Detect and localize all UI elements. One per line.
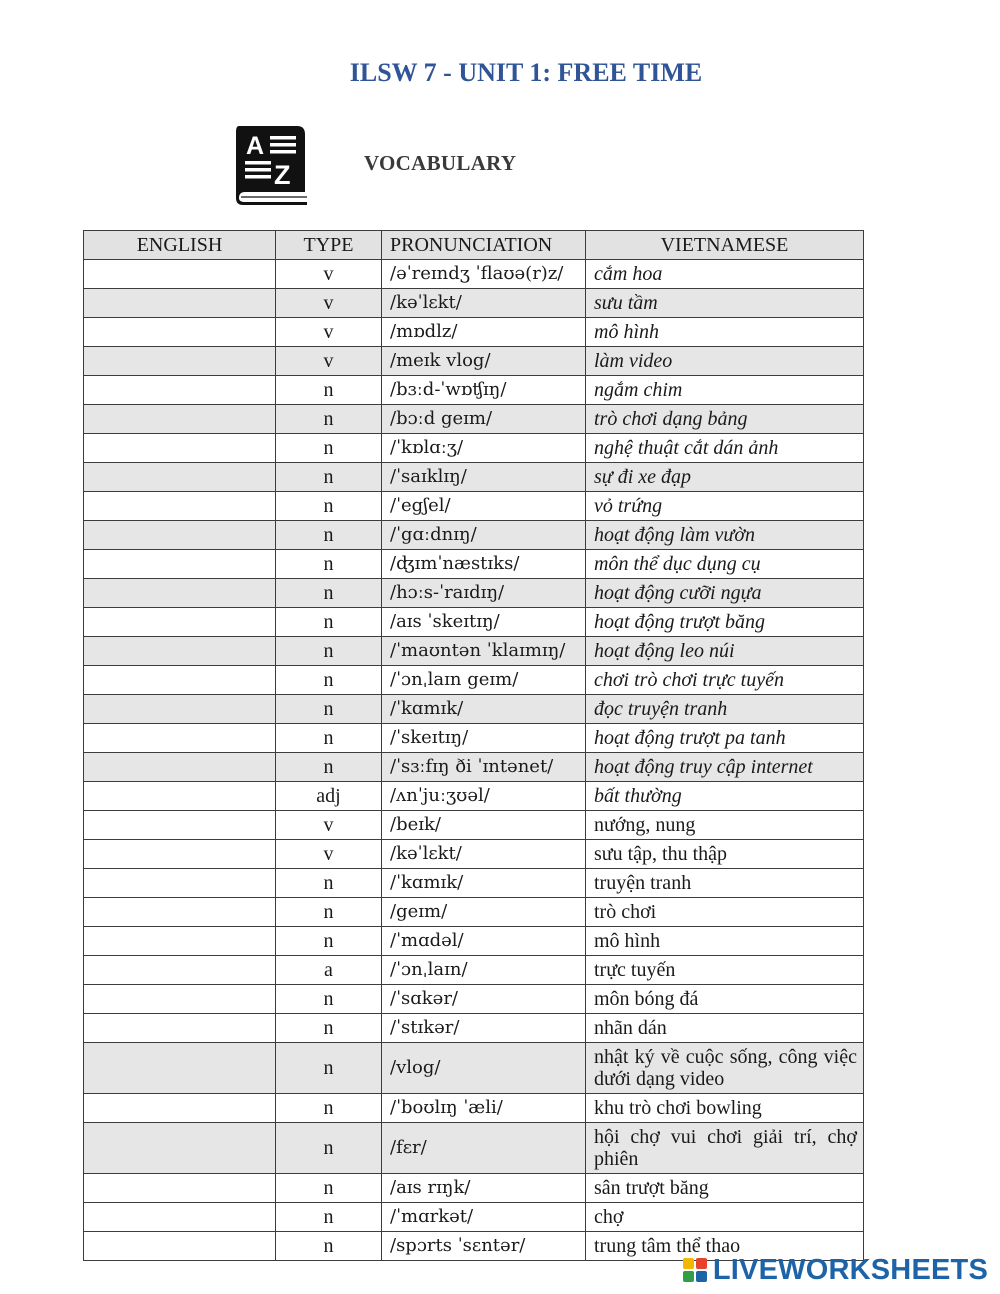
type-cell: n bbox=[276, 869, 382, 898]
english-answer-input[interactable] bbox=[84, 347, 275, 375]
vietnamese-cell: hoạt động leo núi bbox=[586, 637, 864, 666]
vietnamese-cell: mô hình bbox=[586, 927, 864, 956]
type-cell: n bbox=[276, 492, 382, 521]
english-answer-input[interactable] bbox=[84, 376, 275, 404]
vietnamese-cell: hoạt động trượt băng bbox=[586, 608, 864, 637]
pronunciation-cell: /aɪs rɪŋk/ bbox=[382, 1174, 586, 1203]
table-row bbox=[84, 1094, 864, 1123]
english-answer-cell[interactable] bbox=[84, 695, 276, 724]
english-answer-cell[interactable] bbox=[84, 956, 276, 985]
type-cell: n bbox=[276, 666, 382, 695]
type-cell: n bbox=[276, 724, 382, 753]
pronunciation-cell: /fɛr/ bbox=[382, 1123, 586, 1174]
english-answer-input[interactable] bbox=[84, 521, 275, 549]
english-answer-input[interactable] bbox=[84, 1094, 275, 1122]
vocabulary-body bbox=[84, 260, 864, 1261]
type-cell: a bbox=[276, 956, 382, 985]
english-answer-input[interactable] bbox=[84, 405, 275, 433]
english-answer-input[interactable] bbox=[84, 956, 275, 984]
vietnamese-cell: nhật ký về cuộc sống, công việc dưới dạng video bbox=[586, 1043, 864, 1094]
english-answer-cell[interactable] bbox=[84, 1014, 276, 1043]
table-row bbox=[84, 782, 864, 811]
table-row bbox=[84, 985, 864, 1014]
english-answer-cell[interactable] bbox=[84, 753, 276, 782]
vietnamese-cell: làm video bbox=[586, 347, 864, 376]
english-answer-input[interactable] bbox=[84, 927, 275, 955]
english-answer-cell[interactable] bbox=[84, 492, 276, 521]
table-row bbox=[84, 492, 864, 521]
english-answer-input[interactable] bbox=[84, 724, 275, 752]
table-row bbox=[84, 1174, 864, 1203]
english-answer-cell[interactable] bbox=[84, 927, 276, 956]
vietnamese-cell: mô hình bbox=[586, 318, 864, 347]
vietnamese-cell: nướng, nung bbox=[586, 811, 864, 840]
english-answer-input[interactable] bbox=[84, 695, 275, 723]
table-row bbox=[84, 434, 864, 463]
header-pronunciation: PRONUNCIATION bbox=[382, 231, 586, 260]
english-answer-cell[interactable] bbox=[84, 985, 276, 1014]
english-answer-cell[interactable] bbox=[84, 347, 276, 376]
pronunciation-cell: /ˈboʊlɪŋ ˈæli/ bbox=[382, 1094, 586, 1123]
pronunciation-cell: /ˈegʃel/ bbox=[382, 492, 586, 521]
english-answer-input[interactable] bbox=[84, 260, 275, 288]
english-answer-cell[interactable] bbox=[84, 521, 276, 550]
table-row bbox=[84, 608, 864, 637]
type-cell: n bbox=[276, 405, 382, 434]
english-answer-cell[interactable] bbox=[84, 724, 276, 753]
table-row bbox=[84, 724, 864, 753]
english-answer-cell[interactable] bbox=[84, 608, 276, 637]
table-row bbox=[84, 695, 864, 724]
pronunciation-cell: /kəˈlɛkt/ bbox=[382, 840, 586, 869]
english-answer-cell[interactable] bbox=[84, 434, 276, 463]
english-answer-input[interactable] bbox=[84, 985, 275, 1013]
english-answer-cell[interactable] bbox=[84, 666, 276, 695]
pronunciation-cell: /ˈɔnˌlaɪn geɪm/ bbox=[382, 666, 586, 695]
vietnamese-cell: bất thường bbox=[586, 782, 864, 811]
type-cell: v bbox=[276, 840, 382, 869]
vietnamese-cell: cắm hoa bbox=[586, 260, 864, 289]
table-row bbox=[84, 869, 864, 898]
pronunciation-cell: /ˈkɒlɑːʒ/ bbox=[382, 434, 586, 463]
english-answer-input[interactable] bbox=[84, 289, 275, 317]
english-answer-cell[interactable] bbox=[84, 1094, 276, 1123]
vietnamese-cell: sưu tầm bbox=[586, 289, 864, 318]
english-answer-cell[interactable] bbox=[84, 840, 276, 869]
pronunciation-cell: /meɪk vlog/ bbox=[382, 347, 586, 376]
type-cell: n bbox=[276, 1232, 382, 1261]
pronunciation-cell: /ˈgɑːdnɪŋ/ bbox=[382, 521, 586, 550]
type-cell: v bbox=[276, 811, 382, 840]
vietnamese-cell: chợ bbox=[586, 1203, 864, 1232]
book-letter-a: A bbox=[246, 132, 265, 160]
type-cell: n bbox=[276, 463, 382, 492]
vietnamese-cell: nhãn dán bbox=[586, 1014, 864, 1043]
english-answer-cell[interactable] bbox=[84, 1043, 276, 1094]
english-answer-input[interactable] bbox=[84, 1203, 275, 1231]
table-row bbox=[84, 840, 864, 869]
table-row bbox=[84, 1203, 864, 1232]
english-answer-input[interactable] bbox=[84, 463, 275, 491]
english-answer-cell[interactable] bbox=[84, 1123, 276, 1174]
english-answer-cell[interactable] bbox=[84, 869, 276, 898]
type-cell: n bbox=[276, 1123, 382, 1174]
english-answer-cell[interactable] bbox=[84, 289, 276, 318]
vietnamese-cell: trò chơi bbox=[586, 898, 864, 927]
pronunciation-cell: /ˈɔnˌlaɪn/ bbox=[382, 956, 586, 985]
pronunciation-cell: /ˈstɪkər/ bbox=[382, 1014, 586, 1043]
type-cell: n bbox=[276, 376, 382, 405]
english-answer-input[interactable] bbox=[84, 492, 275, 520]
vietnamese-cell: hoạt động làm vườn bbox=[586, 521, 864, 550]
english-answer-cell[interactable] bbox=[84, 1232, 276, 1261]
type-cell: n bbox=[276, 1094, 382, 1123]
english-answer-cell[interactable] bbox=[84, 376, 276, 405]
table-row bbox=[84, 1014, 864, 1043]
table-row bbox=[84, 318, 864, 347]
type-cell: n bbox=[276, 550, 382, 579]
table-row bbox=[84, 376, 864, 405]
english-answer-input[interactable] bbox=[84, 1123, 275, 1173]
vietnamese-cell: sân trượt băng bbox=[586, 1174, 864, 1203]
vietnamese-cell: ngắm chim bbox=[586, 376, 864, 405]
english-answer-cell[interactable] bbox=[84, 405, 276, 434]
type-cell: adj bbox=[276, 782, 382, 811]
pronunciation-cell: /mɒdlz/ bbox=[382, 318, 586, 347]
vietnamese-cell: sưu tập, thu thập bbox=[586, 840, 864, 869]
type-cell: n bbox=[276, 521, 382, 550]
vocabulary-heading: VOCABULARY bbox=[364, 151, 517, 175]
type-cell: n bbox=[276, 898, 382, 927]
vietnamese-cell: trò chơi dạng bảng bbox=[586, 405, 864, 434]
english-answer-input[interactable] bbox=[84, 608, 275, 636]
english-answer-input[interactable] bbox=[84, 318, 275, 346]
english-answer-input[interactable] bbox=[84, 869, 275, 897]
english-answer-input[interactable] bbox=[84, 434, 275, 462]
english-answer-input[interactable] bbox=[84, 1174, 275, 1202]
liveworksheets-logo-icon bbox=[683, 1258, 707, 1282]
english-answer-input[interactable] bbox=[84, 1232, 275, 1260]
table-row bbox=[84, 463, 864, 492]
page-title: ILSW 7 - UNIT 1: FREE TIME bbox=[349, 58, 703, 87]
type-cell: n bbox=[276, 1043, 382, 1094]
type-cell: n bbox=[276, 434, 382, 463]
pronunciation-cell: /beɪk/ bbox=[382, 811, 586, 840]
type-cell: n bbox=[276, 608, 382, 637]
type-cell: n bbox=[276, 1174, 382, 1203]
pronunciation-cell: /bɜːd-ˈwɒʧɪŋ/ bbox=[382, 376, 586, 405]
table-row bbox=[84, 666, 864, 695]
table-row bbox=[84, 579, 864, 608]
english-answer-cell[interactable] bbox=[84, 550, 276, 579]
table-row bbox=[84, 1123, 864, 1174]
english-answer-cell[interactable] bbox=[84, 1203, 276, 1232]
english-answer-cell[interactable] bbox=[84, 1174, 276, 1203]
english-answer-input[interactable] bbox=[84, 550, 275, 578]
vietnamese-cell: hoạt động truy cập internet bbox=[586, 753, 864, 782]
header-english: ENGLISH bbox=[84, 231, 276, 260]
english-answer-input[interactable] bbox=[84, 579, 275, 607]
table-row bbox=[84, 811, 864, 840]
pronunciation-cell: /ʤɪmˈnæstɪks/ bbox=[382, 550, 586, 579]
type-cell: n bbox=[276, 695, 382, 724]
english-answer-input[interactable] bbox=[84, 666, 275, 694]
pronunciation-cell: /bɔːd geɪm/ bbox=[382, 405, 586, 434]
vietnamese-cell: vỏ trứng bbox=[586, 492, 864, 521]
header-row bbox=[84, 231, 864, 260]
vietnamese-cell: môn bóng đá bbox=[586, 985, 864, 1014]
pronunciation-cell: /əˈreɪndʒ ˈflaʊə(r)z/ bbox=[382, 260, 586, 289]
type-cell: n bbox=[276, 637, 382, 666]
table-row bbox=[84, 753, 864, 782]
pronunciation-cell: /ˈmɑrkət/ bbox=[382, 1203, 586, 1232]
english-answer-cell[interactable] bbox=[84, 898, 276, 927]
english-answer-cell[interactable] bbox=[84, 463, 276, 492]
pronunciation-cell: /geɪm/ bbox=[382, 898, 586, 927]
pronunciation-cell: /ˈsaɪklɪŋ/ bbox=[382, 463, 586, 492]
english-answer-input[interactable] bbox=[84, 1043, 275, 1093]
pronunciation-cell: /ˈsɑkər/ bbox=[382, 985, 586, 1014]
pronunciation-cell: /spɔrts ˈsɛntər/ bbox=[382, 1232, 586, 1261]
vietnamese-cell: sự đi xe đạp bbox=[586, 463, 864, 492]
pronunciation-cell: /aɪs ˈskeɪtɪŋ/ bbox=[382, 608, 586, 637]
pronunciation-cell: /ˈkɑmɪk/ bbox=[382, 695, 586, 724]
table-row bbox=[84, 1043, 864, 1094]
a-to-z-book-icon bbox=[233, 122, 311, 206]
english-answer-input[interactable] bbox=[84, 811, 275, 839]
type-cell: v bbox=[276, 318, 382, 347]
english-answer-input[interactable] bbox=[84, 637, 275, 665]
table-row bbox=[84, 956, 864, 985]
table-row bbox=[84, 927, 864, 956]
vocabulary-table bbox=[83, 230, 864, 1261]
type-cell: v bbox=[276, 347, 382, 376]
english-answer-input[interactable] bbox=[84, 840, 275, 868]
vietnamese-cell: trung tâm thể thao bbox=[586, 1232, 864, 1261]
english-answer-cell[interactable] bbox=[84, 782, 276, 811]
table-row bbox=[84, 550, 864, 579]
pronunciation-cell: /hɔːs-ˈraɪdɪŋ/ bbox=[382, 579, 586, 608]
vietnamese-cell: hoạt động cưỡi ngựa bbox=[586, 579, 864, 608]
type-cell: n bbox=[276, 927, 382, 956]
pronunciation-cell: /ˈskeɪtɪŋ/ bbox=[382, 724, 586, 753]
vietnamese-cell: hội chợ vui chơi giải trí, chợ phiên bbox=[586, 1123, 864, 1174]
english-answer-input[interactable] bbox=[84, 1014, 275, 1042]
type-cell: n bbox=[276, 579, 382, 608]
english-answer-input[interactable] bbox=[84, 898, 275, 926]
table-row bbox=[84, 405, 864, 434]
type-cell: n bbox=[276, 1203, 382, 1232]
english-answer-cell[interactable] bbox=[84, 260, 276, 289]
watermark-text: LIVEWORKSHEETS bbox=[712, 1253, 988, 1286]
english-answer-cell[interactable] bbox=[84, 579, 276, 608]
pronunciation-cell: /kəˈlɛkt/ bbox=[382, 289, 586, 318]
table-row bbox=[84, 289, 864, 318]
table-row bbox=[84, 347, 864, 376]
table-row bbox=[84, 521, 864, 550]
type-cell: n bbox=[276, 753, 382, 782]
vietnamese-cell: nghệ thuật cắt dán ảnh bbox=[586, 434, 864, 463]
vietnamese-cell: chơi trò chơi trực tuyến bbox=[586, 666, 864, 695]
vietnamese-cell: hoạt động trượt pa tanh bbox=[586, 724, 864, 753]
pronunciation-cell: /ʌnˈjuːʒʊəl/ bbox=[382, 782, 586, 811]
table-row bbox=[84, 898, 864, 927]
vietnamese-cell: khu trò chơi bowling bbox=[586, 1094, 864, 1123]
english-answer-input[interactable] bbox=[84, 782, 275, 810]
type-cell: v bbox=[276, 289, 382, 318]
english-answer-input[interactable] bbox=[84, 753, 275, 781]
type-cell: n bbox=[276, 985, 382, 1014]
english-answer-cell[interactable] bbox=[84, 637, 276, 666]
header-type: TYPE bbox=[276, 231, 382, 260]
pronunciation-cell: /ˈmaʊntən ˈklaɪmɪŋ/ bbox=[382, 637, 586, 666]
header-vietnamese: VIETNAMESE bbox=[586, 231, 864, 260]
english-answer-cell[interactable] bbox=[84, 318, 276, 347]
book-letter-z: Z bbox=[274, 160, 291, 190]
type-cell: v bbox=[276, 260, 382, 289]
vietnamese-cell: trực tuyến bbox=[586, 956, 864, 985]
pronunciation-cell: /ˈmɑdəl/ bbox=[382, 927, 586, 956]
english-answer-cell[interactable] bbox=[84, 811, 276, 840]
vietnamese-cell: đọc truyện tranh bbox=[586, 695, 864, 724]
vietnamese-cell: môn thể dục dụng cụ bbox=[586, 550, 864, 579]
type-cell: n bbox=[276, 1014, 382, 1043]
table-row bbox=[84, 260, 864, 289]
pronunciation-cell: /vlog/ bbox=[382, 1043, 586, 1094]
table-row bbox=[84, 637, 864, 666]
pronunciation-cell: /ˈkɑmɪk/ bbox=[382, 869, 586, 898]
pronunciation-cell: /ˈsɜːfɪŋ ði ˈɪntənet/ bbox=[382, 753, 586, 782]
vietnamese-cell: truyện tranh bbox=[586, 869, 864, 898]
liveworksheets-watermark bbox=[683, 1254, 988, 1286]
